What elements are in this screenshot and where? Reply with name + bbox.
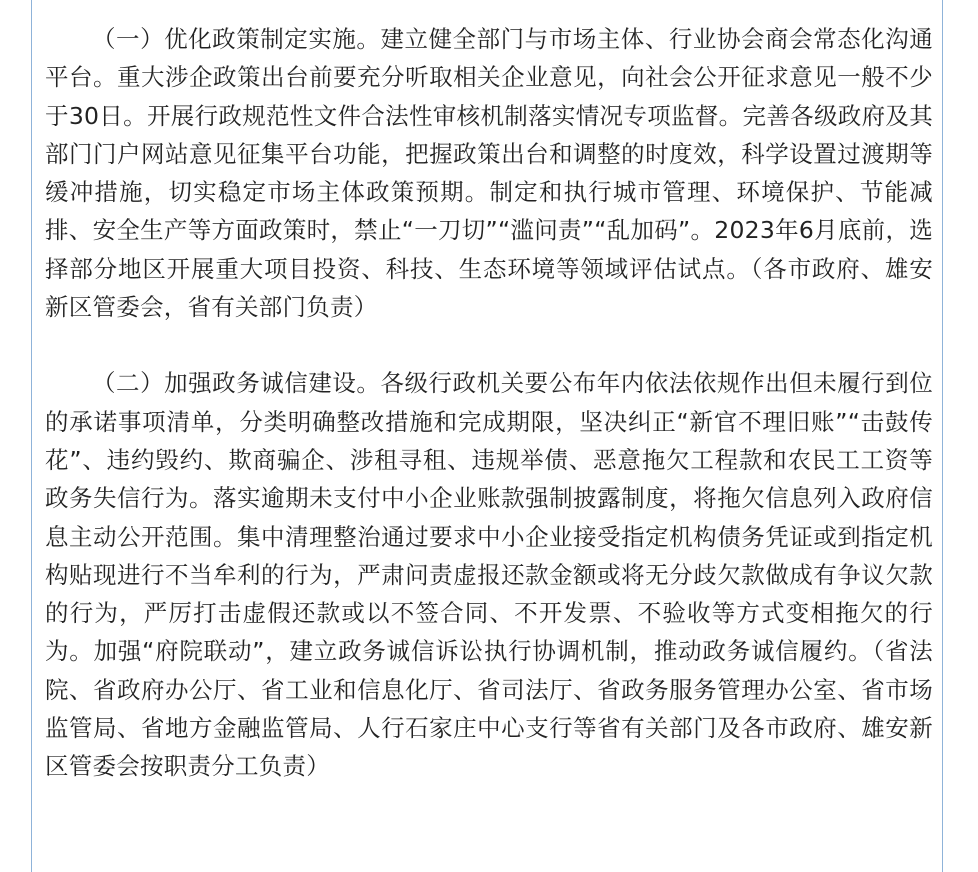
article-body — [45, 20, 933, 786]
paragraph-government-integrity: （二）加强政务诚信建设。各级行政机关要公布年内依法依规作出但未履行到位的承诺事项清单，分类明确整改措施和完成期限，坚决纠正“新官不理旧账”“击鼓传花”、违约毁约、欺商骗企、涉租寻租、违规举债、恶意拖欠工程款和农民工工资等政务失信行为。落实逾期未支付中小企业账款强制披露制度，将拖欠信息列入政府信息主动公开范围。集中清理整治通过要求中小企业接受指定机构债务凭证或到指定机构贴现进行不当牟利的行为，严肃问责虚报还款金额或将无分歧欠款做成有争议欠款的行为，严厉打击虚假还款或以不签合同、不开发票、不验收等方式变相拖欠的行为。加强“府院联动”，建立政务诚信诉讼执行协调机制，推动政务诚信履约。（省法院、省政府办公厅、省工业和信息化厅、省司法厅、省政务服务管理办公室、省市场监管局、省地方金融监管局、人行石家庄中心支行等省有关部门及各市政府、雄安新区管委会按职责分工负责） — [45, 369, 933, 781]
paragraph-policy-optimization: （一）优化政策制定实施。建立健全部门与市场主体、行业协会商会常态化沟通平台。重大涉企政策出台前要充分听取相关企业意见，向社会公开征求意见一般不少于30日。开展行政规范性文件合法性审核机制落实情况专项监督。完善各级政府及其部门门户网站意见征集平台功能，把握政策出台和调整的时度效，科学设置过渡期等缓冲措施，切实稳定市场主体政策预期。制定和执行城市管理、环境保护、节能减排、安全生产等方面政策时，禁止“一刀切”“滥问责”“乱加码”。2023年6月底前，选择部分地区开展重大项目投资、科技、生态环境等领域评估试点。（各市政府、雄安新区管委会，省有关部门负责） — [45, 25, 933, 322]
